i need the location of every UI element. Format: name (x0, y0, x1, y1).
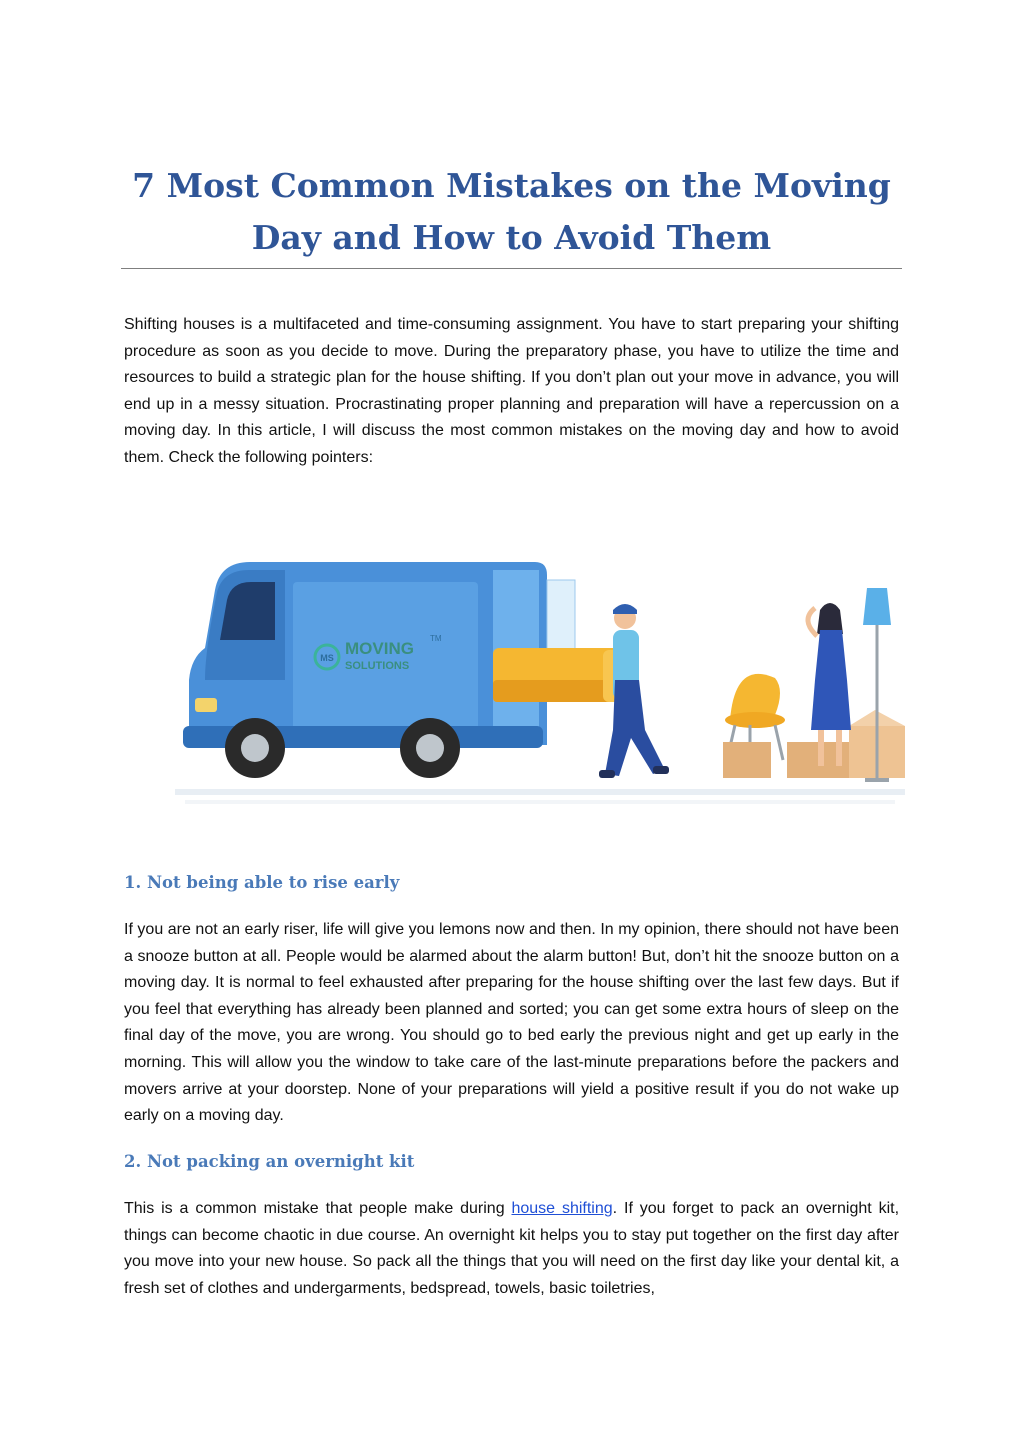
title-divider (121, 268, 902, 269)
sofa-graphic (493, 648, 627, 702)
logo-line2-text: SOLUTIONS (345, 660, 410, 672)
logo-line1-text: MOVING (345, 639, 414, 658)
section-2-text-before-link: This is a common mistake that people make during (124, 1200, 512, 1217)
page-title: 7 Most Common Mistakes on the Moving Day and How to Avoid Them (132, 166, 891, 257)
house-shifting-link[interactable]: house shifting (511, 1200, 613, 1217)
logo-emblem-text: MS (320, 653, 334, 663)
section-2-paragraph (124, 1196, 899, 1302)
section-1-paragraph: If you are not an early riser, life will give you lemons now and then. In my opinion, there should not have been a snooze button at all. People would be alarmed about the alarm button! But, don’t hit the snooze button on a moving day. It is normal to feel exhausted after preparing for the house shifting over the last few days. But if you feel that everything has already been planned and sorted; you can get some extra hours of sleep on the final day of the move, you are wrong. You should go to bed early the previous night and get up early in the morning. This will allow you the window to take care of the last-minute preparations before the packers and movers arrive at your doorstep. None of your preparations will yield a positive result if you do not wake up early on a moving day. (124, 921, 899, 1125)
woman-graphic (808, 603, 851, 766)
intro-paragraph: Shifting houses is a multifaceted and time-consuming assignment. You have to start preparing your shifting procedure as soon as you decide to move. During the preparatory phase, you have to utilize the time and resources to build a strategic plan for the house shifting. If you don’t plan out your move in advance, you will end up in a messy situation. Procrastinating proper planning and preparation will have a repercussion on a moving day. In this article, I will discuss the most common mistakes on the moving day and how to avoid them. Check the following pointers: (124, 316, 899, 466)
logo-tm-text: TM (430, 634, 442, 643)
section-2-heading: 2. Not packing an overnight kit (124, 1152, 415, 1171)
section-2-text-after-link: . If you forget to pack an overnight kit, things can become chaotic in due course. An overnight kit helps you to stay put together on the first day after you move into your new house. So pack all the things that you will need on the first day like your dental kit, a fresh set of clothes and undergarments, bedspread, towels, basic toiletries, (124, 1200, 900, 1297)
moving-illustration (175, 530, 905, 830)
section-1-heading: 1. Not being able to rise early (124, 873, 400, 892)
